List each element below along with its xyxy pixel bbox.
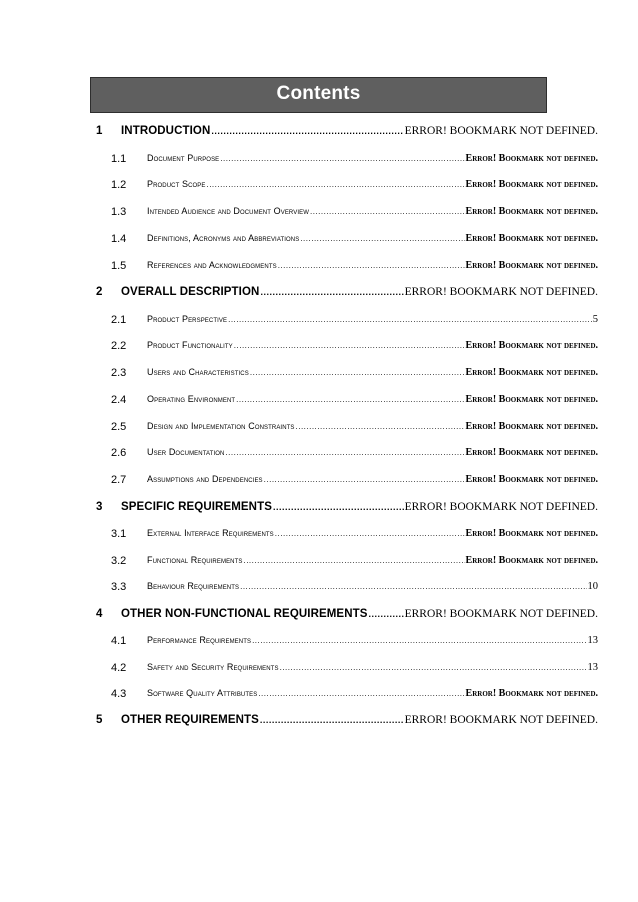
toc-entry[interactable]	[111, 528, 598, 542]
toc-entry-number: 2.3	[111, 367, 127, 379]
toc-entry-page: Error! Bookmark not defined.	[465, 206, 598, 217]
toc-entry-label: Document Purpose	[147, 153, 220, 163]
toc-entry-page: 13	[587, 662, 598, 673]
toc-entry[interactable]	[111, 662, 598, 676]
toc-dot-leader	[240, 582, 586, 591]
toc-entry-number: 3.2	[111, 555, 127, 567]
toc-entry[interactable]	[111, 206, 598, 220]
toc-entry[interactable]	[111, 260, 598, 274]
toc-dot-leader	[228, 315, 592, 324]
toc-entry-page: Error! Bookmark not defined.	[465, 367, 598, 378]
toc-dot-leader	[260, 715, 404, 725]
toc-entry-number: 1	[96, 125, 103, 137]
toc-entry[interactable]	[111, 688, 598, 702]
toc-dot-leader	[252, 636, 586, 645]
toc-entry-label: Safety and Security Requirements	[147, 662, 279, 672]
toc-entry-page: Error! Bookmark not defined.	[465, 233, 598, 244]
toc-entry[interactable]	[111, 179, 598, 193]
toc-entry[interactable]	[111, 581, 598, 595]
toc-entry-page: Error! Bookmark not defined.	[465, 153, 598, 164]
toc-entry[interactable]	[96, 286, 598, 302]
toc-entry-number: 4.1	[111, 635, 127, 647]
toc-entry-page: 10	[587, 581, 598, 592]
toc-entry-label: Performance Requirements	[147, 635, 252, 645]
toc-entry-number: 2.2	[111, 340, 127, 352]
toc-entry-page: Error! Bookmark not defined.	[465, 447, 598, 458]
toc-entry-label: Product Functionality	[147, 340, 233, 350]
toc-entry-number: 4	[96, 608, 103, 620]
toc-entry-label: Intended Audience and Document Overview	[147, 206, 309, 216]
toc-dot-leader	[300, 234, 464, 243]
toc-entry-label: Product Perspective	[147, 314, 228, 324]
toc-entry-label: OTHER REQUIREMENTS	[121, 714, 259, 726]
toc-entry-page: Error! Bookmark not defined.	[465, 421, 598, 432]
toc-dot-leader	[225, 448, 464, 457]
toc-dot-leader	[258, 689, 464, 698]
toc-entry[interactable]	[111, 447, 598, 461]
toc-dot-leader	[211, 126, 403, 136]
toc-dot-leader	[275, 529, 465, 538]
toc-dot-leader	[260, 287, 403, 297]
toc-entry-label: Assumptions and Dependencies	[147, 474, 263, 484]
toc-entry-number: 1.1	[111, 153, 127, 165]
toc-entry-page: ERROR! BOOKMARK NOT DEFINED.	[404, 286, 598, 298]
toc-entry-number: 2.7	[111, 474, 127, 486]
toc-entry[interactable]	[111, 421, 598, 435]
toc-entry-page: 5	[592, 314, 598, 325]
toc-entry-label: Design and Implementation Constraints	[147, 421, 295, 431]
toc-entry[interactable]	[96, 125, 598, 141]
toc-entry[interactable]	[111, 474, 598, 488]
toc-entry[interactable]	[111, 340, 598, 354]
toc-entry-page: Error! Bookmark not defined.	[465, 340, 598, 351]
toc-dot-leader	[243, 556, 464, 565]
contents-title-bar	[90, 77, 547, 113]
toc-entry-number: 2.6	[111, 447, 127, 459]
toc-entry-number: 4.3	[111, 688, 127, 700]
toc-dot-leader	[220, 154, 464, 163]
toc-entry-label: SPECIFIC REQUIREMENTS	[121, 501, 272, 513]
toc-entry-number: 3	[96, 501, 103, 513]
toc-dot-leader	[310, 207, 465, 216]
toc-entry[interactable]	[111, 555, 598, 569]
toc-entry[interactable]	[96, 714, 598, 730]
toc-entry-label: Users and Characteristics	[147, 367, 249, 377]
toc-entry-label: OTHER NON-FUNCTIONAL REQUIREMENTS	[121, 608, 368, 620]
toc-entry-page: Error! Bookmark not defined.	[465, 474, 598, 485]
toc-entry-page: Error! Bookmark not defined.	[465, 394, 598, 405]
toc-entry-label: Behaviour Requirements	[147, 581, 240, 591]
toc-entry-number: 3.3	[111, 581, 127, 593]
contents-title: Contents	[276, 83, 361, 104]
toc-entry-label: Operating Environment	[147, 394, 236, 404]
toc-entry-number: 1.2	[111, 179, 127, 191]
toc-entry-page: Error! Bookmark not defined.	[465, 688, 598, 699]
toc-entry-number: 3.1	[111, 528, 127, 540]
toc-entry[interactable]	[111, 153, 598, 167]
toc-entry-label: References and Acknowledgments	[147, 260, 277, 270]
toc-dot-leader	[236, 395, 464, 404]
toc-entry[interactable]	[111, 367, 598, 381]
toc-dot-leader	[250, 368, 465, 377]
toc-dot-leader	[280, 663, 587, 672]
toc-entry-page: Error! Bookmark not defined.	[465, 260, 598, 271]
toc-dot-leader	[273, 502, 404, 512]
toc-entry-number: 5	[96, 714, 103, 726]
toc-entry-label: Definitions, Acronyms and Abbreviations	[147, 233, 300, 243]
toc-entry-page: Error! Bookmark not defined.	[465, 179, 598, 190]
toc-dot-leader	[234, 341, 465, 350]
toc-entry-number: 1.5	[111, 260, 127, 272]
toc-entry-page: ERROR! BOOKMARK NOT DEFINED.	[404, 608, 598, 620]
toc-dot-leader	[369, 609, 404, 619]
toc-entry-number: 1.4	[111, 233, 127, 245]
toc-entry-page: ERROR! BOOKMARK NOT DEFINED.	[404, 714, 598, 726]
toc-entry-number: 2.4	[111, 394, 127, 406]
toc-entry[interactable]	[111, 233, 598, 247]
toc-entry-number: 2	[96, 286, 103, 298]
toc-entry-number: 4.2	[111, 662, 127, 674]
toc-entry-number: 2.5	[111, 421, 127, 433]
toc-dot-leader	[206, 180, 464, 189]
toc-entry-label: Software Quality Attributes	[147, 688, 258, 698]
toc-entry-label: INTRODUCTION	[121, 125, 211, 137]
toc-entry-label: Functional Requirements	[147, 555, 243, 565]
toc-entry-number: 1.3	[111, 206, 127, 218]
toc-entry-label: External Interface Requirements	[147, 528, 274, 538]
toc-entry[interactable]	[96, 501, 598, 517]
toc-entry[interactable]	[111, 314, 598, 328]
toc-entry[interactable]	[111, 394, 598, 408]
toc-entry-page: 13	[587, 635, 598, 646]
toc-entry-label: User Documentation	[147, 447, 225, 457]
toc-entry-page: Error! Bookmark not defined.	[465, 528, 598, 539]
toc-dot-leader	[264, 475, 465, 484]
toc-entry[interactable]	[111, 635, 598, 649]
toc-entry-label: OVERALL DESCRIPTION	[121, 286, 260, 298]
toc-entry-label: Product Scope	[147, 179, 206, 189]
toc-entry-page: ERROR! BOOKMARK NOT DEFINED.	[404, 501, 598, 513]
toc-entry[interactable]	[96, 608, 598, 624]
toc-dot-leader	[278, 261, 465, 270]
toc-entry-number: 2.1	[111, 314, 127, 326]
toc-entry-page: ERROR! BOOKMARK NOT DEFINED.	[404, 125, 598, 137]
toc-dot-leader	[296, 422, 465, 431]
toc-entry-page: Error! Bookmark not defined.	[465, 555, 598, 566]
